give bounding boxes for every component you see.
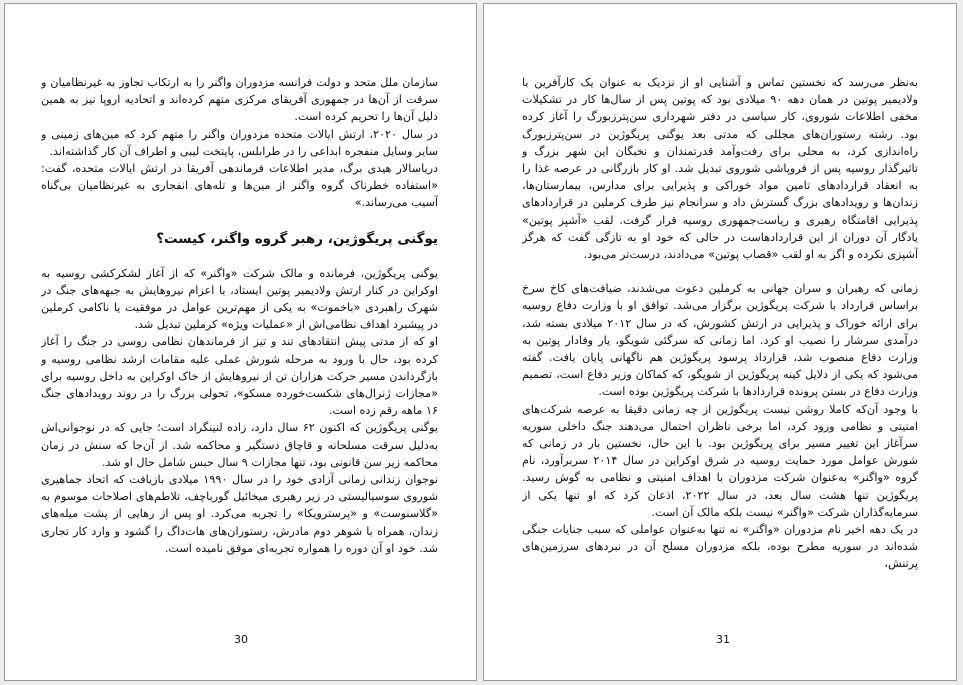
paragraph: دریاسالار هیدی برگ، مدیر اطلاعات فرماندهی آفریقا در ارتش ایالات متحده، گفت: «استفاده خطرناک گروه واگنر از مین‌ها و تله‌های انفجاری به غیرنظامیان بی‌گناه آسیب می‌رساند.» [41, 162, 438, 210]
paragraph: زمانی که رهبران و سران جهانی به کرملین دعوت می‌شدند، ضیافت‌های کاخ سرخ براساس قرارداد با شرکت پریگوژین برگزار می‌شد. توافق او با وزارت دفاع روسیه برای ارائه خوراک و پذیرایی در ارتش کشورش، که در سال ۲۰۱۲ میلادی بسته شد، درآمدی سرشار را نصیب او کرد. اما زمانی که سرگئی شویگو، یار وفادار پوتین به وزارت دفاع منصوب شد، قرارداد پرسود پریگوژین هم ناگهانی پایان یافت. گفته می‌شود که یکی از دلایل کینه پریگوژین از شویگو، که کماکان وزیر دفاع است، تصمیم وزارت دفاع در بستن پرونده قراردادها با شرکت پریگوژین بوده است. [522, 282, 918, 399]
right-page [483, 3, 957, 681]
paragraph: با وجود آن‌که کاملا روشن نیست پریگوژین از چه زمانی دقیقا به عرصه شرکت‌های امنیتی و نظامی ورود کرد، اما برخی ناظران احتمال می‌دهند جنگ داخلی سوریه سرآغاز این تغییر مسیر برای پریگوژین بود. با این حال، نخستین بار در زمانی که شورش عوامل مورد حمایت روسیه در شرق اوکراین در سال ۲۰۱۴ سربرآورد، نام گروه «واگنر» به‌عنوان شرکت مزدوران با اهداف امنیتی و نظامی به گوش رسید. پریگوژین تنها هشت سال بعد، در سال ۲۰۲۲، اذعان کرد که او تنها یکی از سرمایه‌گذاران شرکت «واگنر» نیست بلکه مالک آن است. [522, 402, 918, 519]
paragraph: در یک دهه اخیر نام مزدوران «واگنر» نه تنها به‌عنوان عواملی که سبب جنایات جنگی شده‌اند در سوریه مطرح بوده، بلکه مزدوران مسلح آن در نبردهای سرزمین‌های پرتنش، [522, 523, 918, 571]
paragraph: یوگنی پریگوژین، فرمانده و مالک شرکت «واگنر» که از آغاز لشکرکشی روسیه به اوکراین در کنار ارتش ولادیمیر پوتین ایستاد، با اعزام نیروهایش به جبهه‌های جنگ در شهرک راهبردی «باخموت» به یکی از مهم‌ترین عوامل در موفقیت یا ناکامی کرملین در پیشبرد اهداف نظامی‌اش از «عملیات ویژه» کرملین تبدیل شد. [41, 266, 438, 332]
section-heading: یوگنی پریگوژین، رهبر گروه واگنر، کیست؟ [156, 230, 438, 247]
page-number: 30 [234, 633, 248, 646]
paragraph: در سال ۲۰۲۰، ارتش ایالات متحده مزدوران واگنر را متهم کرد که مین‌های زمینی و سایر وسایل منفجره ابداعی را در طرابلس، پایتخت لیبی و اطراف آن کار گذاشته‌اند. [41, 127, 438, 158]
paragraph: به‌نظر می‌رسد که نخستین تماس و آشنایی او از نزدیک به عنوان یک کارآفرین با ولادیمیر پوتین در همان دهه ۹۰ میلادی بود که پوتین پس از سال‌ها کار در تشکیلات مخفی اطلاعات شوروی، کار سیاسی در دفتر شهرداری سن‌پترزبورگ را آغاز کرده بود. رشته رستوران‌های مجللی که مدتی بعد یوگنی پریگوژین در سن‌پترزبورگ راه‌اندازی کرد، به محلی برای رفت‌وآمد قدرتمندان و نخبگان این شهر بزرگ و تاثیرگذار روسیه پس از فروپاشی شوروی تبدیل شد. او کار بازرگانی در عرصه غذا را به انعقاد قراردادهای تامین مواد خوراکی و پذیرایی برای مدارس، بیمارستان‌ها، زندان‌ها و رویدادهای بزرگ گسترش داد و سرانجام نیز طرف کرملین در قراردادهای پذیرایی اقامتگاه رهبری و ریاست‌جمهوری روسیه قرار گرفت. لقب «آشپز پوتین» یادگار آن دوران از این قراردادهاست در حالی که خود او به تازگی گفت که هرگز آشپزی نکرده و اگر به او لقب «قصاب پوتین» می‌دادند، درست‌تر می‌بود. [522, 76, 918, 262]
left-page-text [41, 74, 438, 632]
paragraph: او که از مدتی پیش انتقادهای تند و تیز از فرماندهان نظامی روسی در جنگ را آغاز کرده بود، حال با ورود به مرحله شورش عملی علیه مقامات ارشد نظامی روسیه و بازگرداندن مسیر حرکت هزاران تن از نیروهایش از خاک اوکراین به داخل روسیه برای «مجازات ژنرال‌های شکست‌خورده مسکو»، تحولی بزرگ را در روند رویدادهای جنگ ۱۶ ماهه رقم زده است. [41, 335, 438, 418]
right-page-text [522, 74, 918, 632]
left-page [4, 3, 477, 681]
paragraph: نوجوان زندانی زمانی آزادی خود را در سال ۱۹۹۰ میلادی بازیافت که اتحاد جماهیری شوروی سوسیالیستی در زیر رهبری میخائیل گورباچف، تلاطم‌های اصلاحات موسوم به «گلاسنوست» و «پرسترویکا» را تجربه می‌کرد. او پس از رهایی از پشت میله‌های زندان، همراه با شوهر دوم مادرش، رستوران‌های هات‌داگ را گشود و وارد کار تجاری شد. خود او آن دوره را همواره تجربه‌ای موفق نامیده است. [41, 473, 438, 555]
paragraph: یوگنی پریگوژین که اکنون ۶۲ سال دارد، زاده لنینگراد است؛ جایی که در نوجوانی‌اش به‌دلیل سرقت مسلحانه و قاچاق دستگیر و محاکمه شد. از آن‌جا که سنش در زمان محاکمه زیر سن قانونی بود، تنها مجازات ۹ سال حبس شامل حال او شد. [41, 421, 438, 469]
paragraph: سازمان ملل متحد و دولت فرانسه مزدوران واگنر را به ارتکاب تجاوز به غیرنظامیان و سرقت از آن‌ها در جمهوری آفریقای مرکزی متهم کرده‌اند و اتحادیه اروپا نیز به همین دلیل آن‌ها را تحریم کرده است. [41, 76, 438, 124]
page-number: 31 [716, 633, 730, 646]
